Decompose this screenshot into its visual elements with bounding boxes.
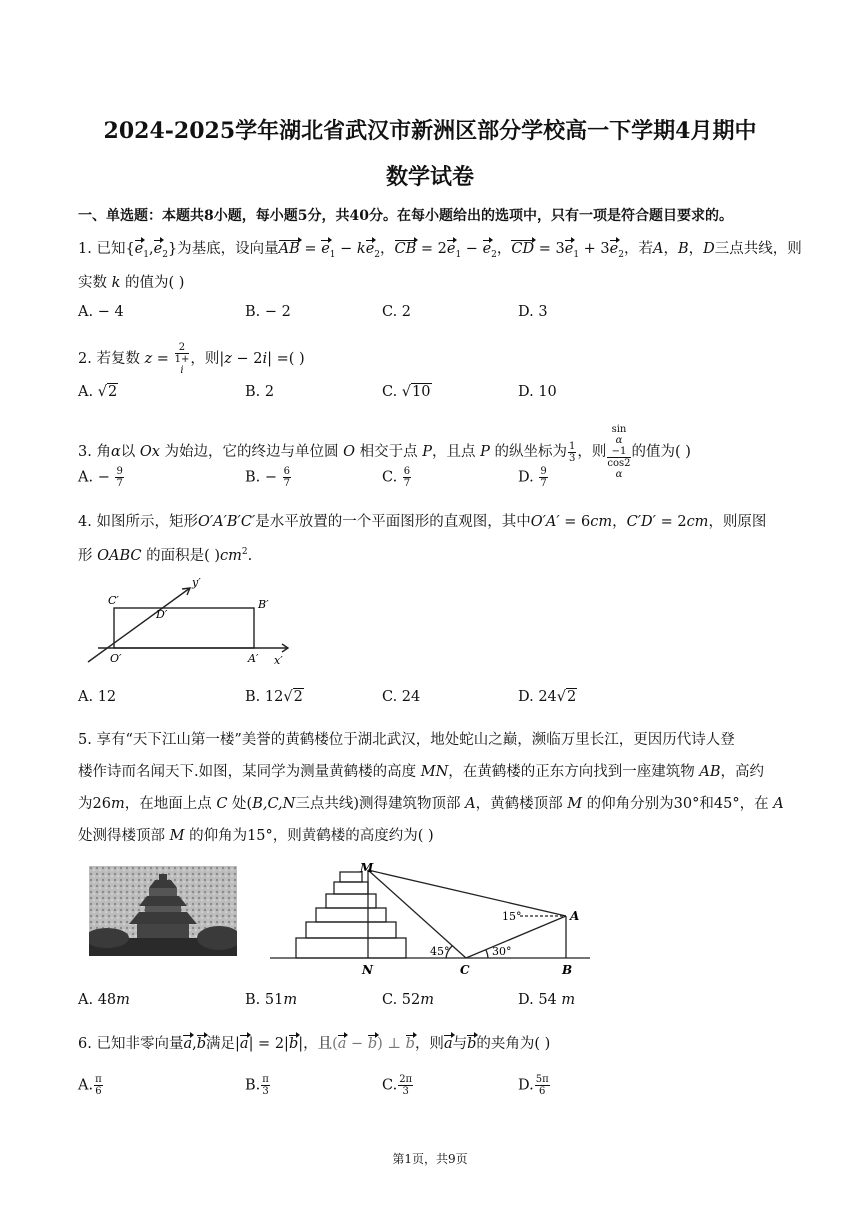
q3-option-c: C. $\frac{6}{7}$ [382,466,411,489]
fig-label-c: C [460,963,470,977]
q1-option-a: A. − 4 [78,304,124,320]
q5-figure [260,862,600,980]
section-heading: 一、单选题：本题共8小题，每小题5分，共40分。在每小题给出的选项中，只有一项是符合题目要求的。 [78,208,733,224]
q1-line1: 1. 已知$\{e_1,e_2\}$为基底，设向量AB = $e_1 - ke_2$，CB = $2e_1 - e_2$，CD = $3e_1 + 3e_2$，若A，B，D三点共线，则 [78,241,802,260]
q5-line2: 楼作诗而名闻天下.如图，某同学为测量黄鹤楼的高度 MN，在黄鹤楼的正东方向找到一座建筑物 AB，高约 [78,764,765,780]
q3-option-d: D. $\frac{9}{7}$ [518,466,547,489]
q1-line2: 实数 k 的值为( ) [78,275,185,291]
q1-option-d: D. 3 [518,304,548,320]
exam-title-line2: 数学试卷 [385,164,474,190]
q3-option-a: A. − $\frac{9}{7}$ [78,466,123,489]
q4-line2: 形 OABC 的面积是( )$cm^2$. [78,547,253,564]
fig-label-d: D′ [156,608,168,621]
fig-label-b: B′ [258,598,269,611]
q5-option-d: D. 54 m [518,992,576,1008]
q1-option-c: C. 2 [382,304,412,320]
q4-figure [78,572,298,672]
q4-option-d: D. 24√2 [518,689,577,705]
yellow-crane-tower-photo [89,866,237,956]
q5-option-b: B. 51m [245,992,298,1008]
q6-option-d: D. $\frac{5\pi}{6}$ [518,1074,549,1097]
fig-label-a: A [570,909,580,923]
fig-label-b: B [562,963,573,977]
fig-label-y: y′ [192,576,201,589]
fig-label-o: O′ [110,652,122,665]
q4-option-a: A. 12 [78,689,117,705]
q4-option-c: C. 24 [382,689,421,705]
page-footer: 第1页，共9页 [392,1152,468,1166]
exam-title-line1: 2024-2025学年湖北省武汉市新洲区部分学校高一下学期4月期中 [103,118,757,144]
q4-line1: 4. 如图所示，矩形O′A′B′C′是水平放置的一个平面图形的直观图，其中O′A′ = 6cm，C′D′ = 2cm，则原图 [78,514,767,530]
q6-option-c: C. $\frac{2\pi}{3}$ [382,1074,413,1097]
q5-option-a: A. 48m [78,992,130,1008]
q2-option-c: C. √10 [382,384,431,400]
q6-option-b: B. $\frac{\pi}{3}$ [245,1074,269,1097]
q2-option-b: B. 2 [245,384,275,400]
fig-label-30deg: 30° [492,945,512,958]
fig-label-a: A′ [248,652,259,665]
q5-option-c: C. 52m [382,992,434,1008]
fig-label-c: C′ [108,594,119,607]
q5-line4: 处测得楼顶部 M 的仰角为15°，则黄鹤楼的高度约为( ) [78,828,434,844]
fig-label-45deg: 45° [430,945,450,958]
fig-label-n: N [362,963,373,977]
q5-line3: 为26m，在地面上点 C 处(B,C,N三点共线)测得建筑物顶部 A，黄鹤楼顶部 M 的仰角分别为30°和45°，在 A [78,796,784,812]
q1-option-b: B. − 2 [245,304,291,320]
q6-stem: 6. 已知非零向量a,b满足|a| = 2|b|，且(a − b) ⊥ b，则a与b的夹角为( ) [78,1036,551,1052]
q3-stem: 3. 角α以 Ox 为始边，它的终边与单位圆 O 相交于点 P，且点 P 的纵坐标为 $\frac{1}{3}$ ，则 sin α −1 cos2 α 的值为( ) [78,424,691,480]
fig-label-15deg: 15° [502,910,522,923]
q2-stem: 2. 若复数 z = 2 1+ i ，则|z − 2i| =( ) [78,342,305,376]
q3-option-b: B. − $\frac{6}{7}$ [245,466,291,489]
fig-label-m: M [360,862,374,875]
q2-option-d: D. 10 [518,384,557,400]
q5-line1: 5. 享有“天下江山第一楼”美誉的黄鹤楼位于湖北武汉，地处蛇山之巅，濒临万里长江，更因历代诗人登 [78,732,735,748]
q2-option-a: A. √2 [78,384,118,400]
fig-label-x: x′ [274,654,283,667]
q6-option-a: A. $\frac{\pi}{6}$ [78,1074,102,1097]
q4-option-b: B. 12√2 [245,689,303,705]
